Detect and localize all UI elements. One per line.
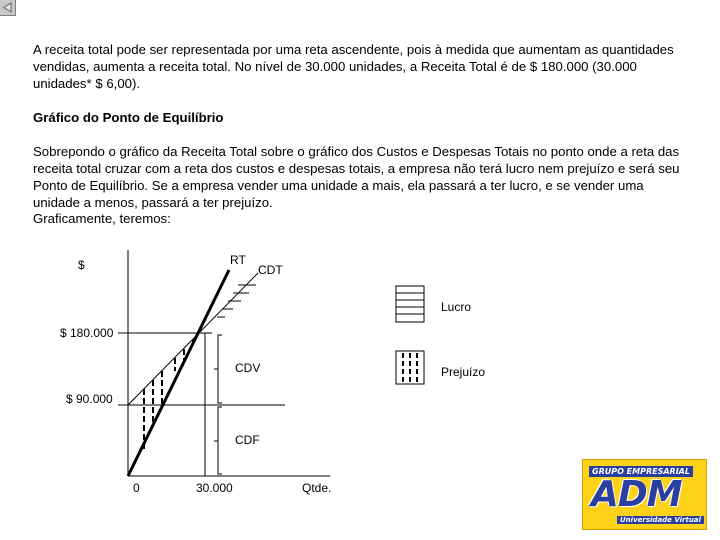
x-axis-label: Qtde. — [302, 481, 332, 495]
logo-main-text: ADM — [591, 474, 682, 515]
profit-area-hatching — [217, 285, 256, 317]
legend-profit-label: Lucro — [441, 300, 472, 314]
cdv-label: CDV — [235, 361, 261, 375]
legend-loss-label: Prejuízo — [441, 365, 486, 379]
y-tick-90000: $ 90.000 — [66, 392, 113, 406]
logo-sub-text: Universidade Virtual — [617, 516, 704, 524]
rt-line — [128, 270, 229, 476]
section-heading: Gráfico do Ponto de Equilíbrio — [33, 110, 224, 125]
origin-label: 0 — [133, 481, 140, 495]
cdf-label: CDF — [235, 433, 260, 447]
y-tick-180000: $ 180.000 — [60, 326, 114, 340]
graph-intro-paragraph: Graficamente, teremos: — [33, 211, 171, 226]
adm-logo — [582, 459, 707, 530]
explanation-paragraph: Sobrepondo o gráfico da Receita Total sobre o gráfico dos Custos e Despesas Totais no ponto onde a reta das receita total cruzar com a reta dos custos e despesas totais, a empresa não terá lucro nem prejuízo e será seu Ponto de Equilíbrio. Se a empresa vender uma unidade a mais, ela passará a ter lucro, e se vender uma unidade a menos, passará a ter prejuízo. — [33, 144, 680, 210]
y-axis-label: $ — [78, 258, 85, 272]
cdf-brace — [214, 407, 222, 474]
cdv-brace — [214, 335, 222, 403]
legend-loss-swatch — [396, 351, 424, 384]
legend-profit-swatch — [396, 286, 424, 322]
cdt-label: CDT — [258, 263, 283, 277]
rt-label: RT — [230, 253, 246, 267]
logo-top-text: GRUPO EMPRESARIAL — [589, 466, 693, 477]
intro-paragraph: A receita total pode ser representada por uma reta ascendente, pois à medida que aumentam as quantidades vendidas, aumenta a receita total. No nível de 30.000 unidades, a Receita Total é de $ 180.000 (30.000 unidades* $ 6,00). — [33, 42, 674, 91]
x-tick-30000: 30.000 — [196, 481, 233, 495]
